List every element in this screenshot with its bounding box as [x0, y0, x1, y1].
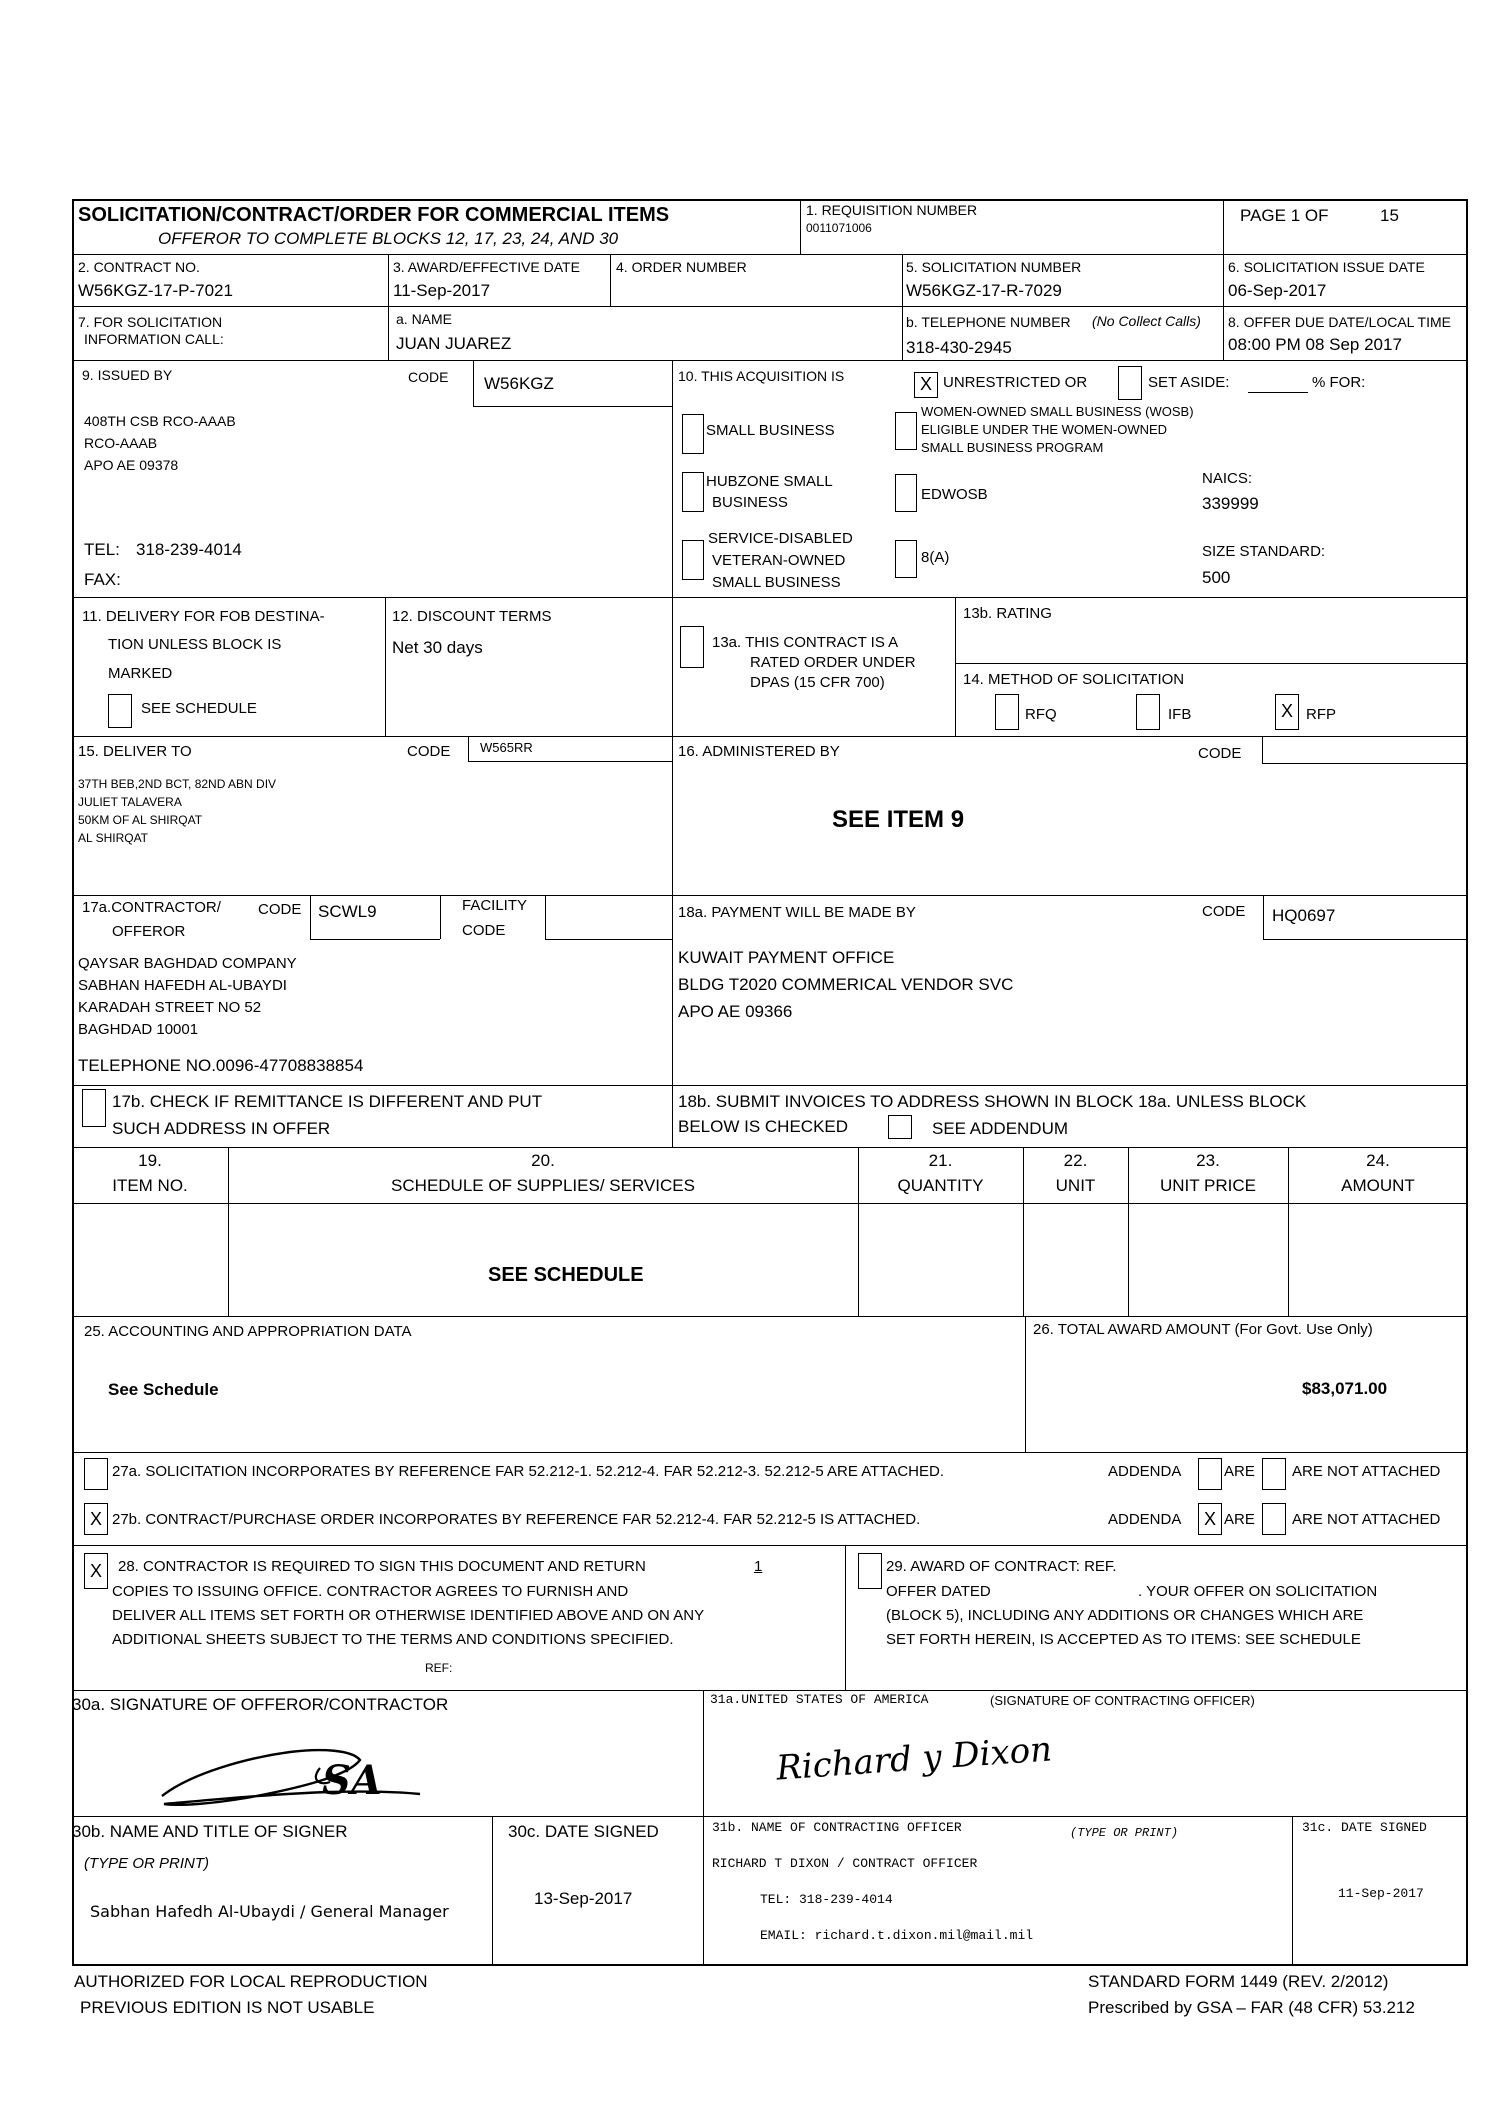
wosb-line-1: WOMEN-OWNED SMALL BUSINESS (WOSB)	[921, 404, 1194, 419]
naics-label: NAICS:	[1202, 470, 1253, 487]
contractor-signature	[150, 1722, 430, 1812]
contractor-code-value: SCWL9	[318, 902, 377, 921]
27b-text: 27b. CONTRACT/PURCHASE ORDER INCORPORATES BY REFERENCE FAR 52.212-4. FAR 52.212-5 IS ATTACHED.	[112, 1511, 921, 1528]
28-checkbox[interactable]: X	[84, 1553, 108, 1589]
invoice-line-2: BELOW IS CHECKED	[678, 1117, 849, 1136]
wosb-line-3: SMALL BUSINESS PROGRAM	[921, 440, 1104, 455]
contractor-addr-3: KARADAH STREET NO 52	[78, 999, 262, 1016]
issued-code-label: CODE	[408, 369, 449, 385]
sdvosb-line-1: SERVICE-DISABLED	[708, 530, 853, 547]
invoice-line-3: SEE ADDENDUM	[932, 1119, 1069, 1138]
size-value: 500	[1202, 568, 1231, 587]
31b-type: (TYPE OR PRINT)	[1070, 1826, 1179, 1840]
setaside-label: SET ASIDE:	[1148, 374, 1230, 391]
27a-are: ARE	[1224, 1463, 1255, 1480]
issued-addr-3: APO AE 09378	[84, 457, 179, 473]
addendum-checkbox[interactable]	[888, 1115, 912, 1139]
issued-addr-1: 408TH CSB RCO-AAAB	[84, 413, 236, 429]
edwosb-checkbox[interactable]	[895, 474, 917, 512]
contractor-phone: TELEPHONE NO.0096-47708838854	[78, 1056, 364, 1075]
issue-value: 06-Sep-2017	[1228, 281, 1327, 300]
invoice-line-1: 18b. SUBMIT INVOICES TO ADDRESS SHOWN IN BLOCK 18a. UNLESS BLOCK	[678, 1092, 1307, 1111]
form-title: SOLICITATION/CONTRACT/ORDER FOR COMMERCIAL ITEMS	[78, 204, 670, 226]
remittance-checkbox[interactable]	[82, 1089, 106, 1127]
award-value: 11-Sep-2017	[393, 281, 491, 300]
contract-label: 2. CONTRACT NO.	[78, 259, 200, 275]
total-value: $83,071.00	[1302, 1379, 1388, 1398]
contractor-addr-4: BAGHDAD 10001	[78, 1021, 199, 1038]
method-label: 14. METHOD OF SOLICITATION	[963, 671, 1185, 688]
eight-a-checkbox[interactable]	[895, 540, 917, 578]
col-item-label: ITEM NO.	[112, 1176, 188, 1195]
27b-are: ARE	[1224, 1511, 1255, 1528]
30b-label: 30b. NAME AND TITLE OF SIGNER	[72, 1822, 348, 1841]
see-schedule-checkbox[interactable]	[108, 694, 132, 728]
col-item-num: 19.	[138, 1151, 162, 1170]
req-label: 1. REQUISITION NUMBER	[806, 202, 978, 218]
footer-right-2: Prescribed by GSA – FAR (48 CFR) 53.212	[1088, 1998, 1415, 2017]
wosb-line-2: ELIGIBLE UNDER THE WOMEN-OWNED	[921, 422, 1168, 437]
wosb-checkbox[interactable]	[895, 412, 917, 450]
rating-label: 13b. RATING	[963, 605, 1052, 622]
setaside-checkbox[interactable]	[1118, 366, 1142, 400]
27b-not: ARE NOT ATTACHED	[1292, 1511, 1441, 1528]
28-line-2: COPIES TO ISSUING OFFICE. CONTRACTOR AGREES TO FURNISH AND	[112, 1583, 629, 1600]
col-schedule-label: SCHEDULE OF SUPPLIES/ SERVICES	[391, 1176, 695, 1195]
sdvosb-line-3: SMALL BUSINESS	[712, 574, 841, 591]
payment-addr-3: APO AE 09366	[678, 1002, 793, 1021]
small-business-checkbox[interactable]	[682, 414, 704, 454]
29-your-offer: . YOUR OFFER ON SOLICITATION	[1138, 1583, 1378, 1600]
payment-addr-1: KUWAIT PAYMENT OFFICE	[678, 948, 895, 967]
name-label: a. NAME	[396, 311, 453, 327]
col-unit-num: 22.	[1063, 1151, 1088, 1170]
row7-label-2: INFORMATION CALL:	[84, 331, 224, 347]
total-label: 26. TOTAL AWARD AMOUNT (For Govt. Use Only)	[1033, 1321, 1373, 1338]
deliver-addr-3: 50KM OF AL SHIRQAT	[78, 813, 203, 827]
footer-left-1: AUTHORIZED FOR LOCAL REPRODUCTION	[74, 1972, 428, 1991]
remittance-line-1: 17b. CHECK IF REMITTANCE IS DIFFERENT AND PUT	[112, 1092, 543, 1111]
facility-label-2: CODE	[462, 922, 506, 939]
rfp-checkbox[interactable]: X	[1275, 694, 1299, 730]
award-label: 3. AWARD/EFFECTIVE DATE	[393, 259, 580, 275]
edwosb-label: EDWOSB	[921, 486, 988, 503]
rated-line-1: 13a. THIS CONTRACT IS A	[712, 634, 899, 651]
deliver-addr-1: 37TH BEB,2ND BCT, 82ND ABN DIV	[78, 777, 277, 791]
signer-name: Sabhan Hafedh Al-Ubaydi / General Manager	[90, 1902, 449, 1921]
30a-label: 30a. SIGNATURE OF OFFEROR/CONTRACTOR	[72, 1695, 449, 1714]
facility-label-1: FACILITY	[462, 897, 528, 914]
31a-label-2: (SIGNATURE OF CONTRACTING OFFICER)	[990, 1693, 1255, 1708]
contractor-label-2: OFFEROR	[112, 923, 186, 940]
due-value: 08:00 PM 08 Sep 2017	[1228, 335, 1402, 354]
req-value: 0011071006	[806, 221, 872, 235]
payment-addr-2: BLDG T2020 COMMERICAL VENDOR SVC	[678, 975, 1014, 994]
delivery-line-1: 11. DELIVERY FOR FOB DESTINA-	[82, 608, 325, 625]
col-qty-label: QUANTITY	[897, 1176, 984, 1195]
rated-line-3: DPAS (15 CFR 700)	[750, 674, 885, 691]
rated-line-2: RATED ORDER UNDER	[750, 654, 916, 671]
27a-not-checkbox[interactable]	[1262, 1458, 1286, 1490]
28-line-4: ADDITIONAL SHEETS SUBJECT TO THE TERMS AND CONDITIONS SPECIFIED.	[112, 1631, 674, 1648]
tel-label: TEL:	[84, 540, 120, 559]
phone-note: (No Collect Calls)	[1092, 313, 1201, 329]
col-unit-label: UNIT	[1055, 1176, 1096, 1195]
administered-label: 16. ADMINISTERED BY	[678, 743, 840, 760]
remittance-line-2: SUCH ADDRESS IN OFFER	[112, 1119, 331, 1138]
28-ref: REF:	[425, 1661, 453, 1675]
order-label: 4. ORDER NUMBER	[616, 259, 747, 275]
hubzone-checkbox[interactable]	[682, 472, 704, 512]
deliver-addr-4: AL SHIRQAT	[78, 831, 149, 845]
27b-are-checkbox[interactable]: X	[1198, 1503, 1222, 1535]
28-line-1: 28. CONTRACTOR IS REQUIRED TO SIGN THIS DOCUMENT AND RETURN	[118, 1558, 646, 1575]
31c-date: 11-Sep-2017	[1338, 1886, 1424, 1901]
small-business-label: SMALL BUSINESS	[706, 422, 835, 439]
payment-code-value: HQ0697	[1272, 906, 1336, 925]
officer-name: RICHARD T DIXON / CONTRACT OFFICER	[712, 1856, 978, 1871]
27b-addenda: ADDENDA	[1108, 1511, 1182, 1528]
29-line-1: 29. AWARD OF CONTRACT: REF.	[886, 1558, 1117, 1575]
ifb-checkbox[interactable]	[1136, 694, 1160, 730]
officer-email: EMAIL: richard.t.dixon.mil@mail.mil	[760, 1928, 1034, 1943]
issued-code-value: W56KGZ	[484, 374, 554, 393]
size-label: SIZE STANDARD:	[1202, 543, 1326, 560]
27a-are-checkbox[interactable]	[1198, 1458, 1222, 1490]
unrestricted-checkbox[interactable]: X	[914, 372, 938, 398]
contract-value: W56KGZ-17-P-7021	[78, 281, 233, 300]
administered-code-label: CODE	[1198, 745, 1242, 762]
form-subtitle: OFFEROR TO COMPLETE BLOCKS 12, 17, 23, 24, AND 30	[158, 229, 619, 248]
footer-left-2: PREVIOUS EDITION IS NOT USABLE	[80, 1998, 375, 2017]
sdvosb-checkbox[interactable]	[682, 540, 704, 580]
delivery-line-2: TION UNLESS BLOCK IS	[108, 636, 282, 653]
items-see-schedule: SEE SCHEDULE	[488, 1264, 644, 1286]
hubzone-line-2: BUSINESS	[712, 494, 788, 511]
col-schedule-num: 20.	[531, 1151, 555, 1170]
due-label: 8. OFFER DUE DATE/LOCAL TIME	[1228, 314, 1452, 330]
col-amount-label: AMOUNT	[1341, 1176, 1415, 1195]
solnum-value: W56KGZ-17-R-7029	[906, 281, 1062, 300]
28-line-3: DELIVER ALL ITEMS SET FORTH OR OTHERWISE IDENTIFIED ABOVE AND ON ANY	[112, 1607, 705, 1624]
footer-right-1: STANDARD FORM 1449 (REV. 2/2012)	[1088, 1972, 1389, 1991]
accounting-value: See Schedule	[108, 1380, 219, 1399]
30b-type: (TYPE OR PRINT)	[84, 1855, 210, 1872]
sdvosb-line-2: VETERAN-OWNED	[712, 552, 846, 569]
fax-label: FAX:	[84, 570, 121, 589]
27b-checkbox[interactable]: X	[84, 1503, 108, 1535]
col-price-label: UNIT PRICE	[1159, 1176, 1257, 1195]
27a-text: 27a. SOLICITATION INCORPORATES BY REFERENCE FAR 52.212-1. 52.212-4. FAR 52.212-3. 52.212-5 ARE ATTACHED.	[112, 1463, 944, 1480]
issued-by-label: 9. ISSUED BY	[82, 367, 173, 383]
discount-label: 12. DISCOUNT TERMS	[392, 608, 552, 625]
27b-not-checkbox[interactable]	[1262, 1503, 1286, 1535]
accounting-label: 25. ACCOUNTING AND APPROPRIATION DATA	[84, 1323, 412, 1340]
rfq-label: RFQ	[1025, 706, 1057, 723]
officer-signature: Richard y Dixon	[774, 1729, 1054, 1789]
29-line-4: SET FORTH HEREIN, IS ACCEPTED AS TO ITEMS: SEE SCHEDULE	[886, 1631, 1361, 1648]
naics-value: 339999	[1202, 494, 1259, 513]
deliver-code-value: W565RR	[480, 740, 533, 755]
payment-label: 18a. PAYMENT WILL BE MADE BY	[678, 904, 916, 921]
contractor-label-1: 17a.CONTRACTOR/	[82, 899, 221, 916]
delivery-line-3: MARKED	[108, 665, 173, 682]
contractor-addr-2: SABHAN HAFEDH AL-UBAYDI	[78, 977, 287, 994]
ifb-label: IFB	[1168, 706, 1192, 723]
phone-label: b. TELEPHONE NUMBER	[906, 314, 1071, 330]
signature-initials: SA	[322, 1757, 382, 1804]
27a-addenda: ADDENDA	[1108, 1463, 1182, 1480]
name-value: JUAN JUAREZ	[396, 334, 512, 353]
discount-value: Net 30 days	[392, 638, 483, 657]
28-copies: 1	[754, 1558, 763, 1575]
rfp-label: RFP	[1306, 706, 1336, 723]
hubzone-line-1: HUBZONE SMALL	[706, 473, 833, 490]
page-total: 15	[1380, 206, 1399, 225]
row7-label-1: 7. FOR SOLICITATION	[78, 314, 223, 330]
30c-date: 13-Sep-2017	[534, 1889, 633, 1908]
col-qty-num: 21.	[928, 1151, 953, 1170]
contractor-addr-1: QAYSAR BAGHDAD COMPANY	[78, 955, 297, 972]
acq-label: 10. THIS ACQUISITION IS	[678, 368, 845, 384]
29-offer-dated: OFFER DATED	[886, 1583, 991, 1600]
27a-checkbox[interactable]	[84, 1458, 108, 1490]
29-line-3: (BLOCK 5), INCLUDING ANY ADDITIONS OR CHANGES WHICH ARE	[886, 1607, 1364, 1624]
see-item-9: SEE ITEM 9	[832, 806, 965, 833]
deliver-code-label: CODE	[407, 743, 451, 760]
payment-code-label: CODE	[1202, 903, 1246, 920]
page-label: PAGE 1 OF	[1240, 206, 1329, 225]
29-checkbox[interactable]	[858, 1553, 882, 1589]
see-schedule-label: SEE SCHEDULE	[141, 700, 257, 717]
rfq-checkbox[interactable]	[995, 694, 1019, 730]
issue-label: 6. SOLICITATION ISSUE DATE	[1228, 259, 1425, 275]
27a-not: ARE NOT ATTACHED	[1292, 1463, 1441, 1480]
31b-label: 31b. NAME OF CONTRACTING OFFICER	[712, 1820, 962, 1835]
col-amount-num: 24.	[1366, 1151, 1390, 1170]
rated-order-checkbox[interactable]	[680, 626, 704, 668]
deliver-to-label: 15. DELIVER TO	[78, 743, 192, 760]
eight-a-label: 8(A)	[921, 549, 950, 566]
31c-label: 31c. DATE SIGNED	[1302, 1820, 1427, 1835]
30c-label: 30c. DATE SIGNED	[508, 1822, 659, 1841]
officer-tel: TEL: 318-239-4014	[760, 1892, 893, 1907]
contractor-code-label: CODE	[258, 901, 302, 918]
setaside-pct: % FOR:	[1312, 374, 1366, 391]
issued-addr-2: RCO-AAAB	[84, 435, 158, 451]
tel-value: 318-239-4014	[136, 540, 242, 559]
phone-value: 318-430-2945	[906, 338, 1012, 357]
31a-label: 31a.UNITED STATES OF AMERICA	[710, 1692, 929, 1707]
unrestricted-label: UNRESTRICTED OR	[943, 374, 1088, 391]
col-price-num: 23.	[1196, 1151, 1220, 1170]
deliver-addr-2: JULIET TALAVERA	[78, 795, 182, 809]
solnum-label: 5. SOLICITATION NUMBER	[906, 259, 1082, 275]
